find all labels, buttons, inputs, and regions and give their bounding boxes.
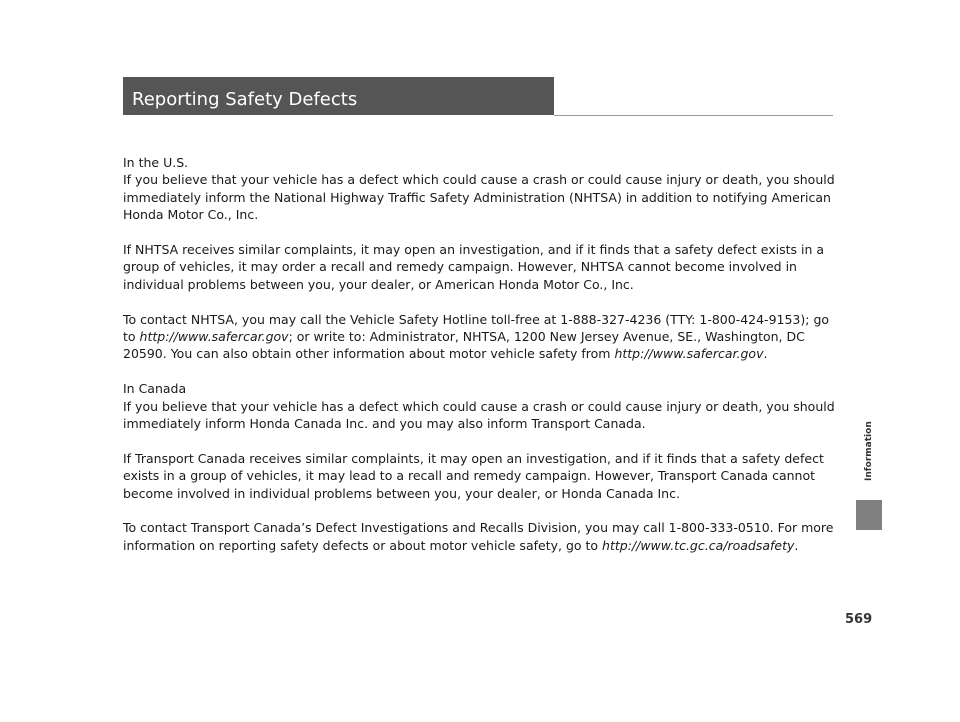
us-paragraph-2: If NHTSA receives similar complaints, it may open an investigation, and if it finds that a safety defect exists in a group of vehicles, it may order a recall and remedy campaign. However, NHTSA cannot become involved in individual problems between you, your dealer, or American Honda Motor Co., Inc. [123,242,824,292]
section-tab-marker [856,500,882,530]
us-heading: In the U.S. [123,155,189,170]
us-p3-text-b: ; or write to: Administrator, NHTSA, 1200 New Jersey Avenue, SE., Washington, DC 20590. You can also obtain other information about motor vehicle safety from [123,329,805,362]
tc-roadsafety-link[interactable]: http://www.tc.gc.ca/roadsafety [602,537,795,553]
canada-p3-text-b: . [794,537,799,553]
us-paragraph-1: If you believe that your vehicle has a defect which could cause a crash or could cause injury or death, you should immediately inform the National Highway Traffic Safety Administration (NHTSA) in addition to notifying American Honda Motor Co., Inc. [123,172,835,223]
canada-p3-text-a: To contact Transport Canada’s Defect Investigations and Recalls Division, you may call 1-800-333-0510. For more information on reporting safety defects or about motor vehicle safety, go to [123,520,834,553]
us-p3-text-a: To contact NHTSA, you may call the Vehicle Safety Hotline toll-free at 1-888-327-4236 (TTY: 1-800-424-9153); go to [123,311,830,345]
page-title: Reporting Safety Defects [132,89,358,110]
canada-paragraph-1: If you believe that your vehicle has a defect which could cause a crash or could cause injury or death, you should immediately inform Honda Canada Inc. and you may also inform Transport Canada. [123,398,835,432]
safercar-link-1[interactable]: http://www.safercar.gov [139,329,289,345]
us-paragraph-3 [123,311,835,363]
canada-paragraph-2: If Transport Canada receives similar complaints, it may open an investigation, and if it finds that a safety defect exists in a group of vehicles, it may lead to a recall and remedy campaign. However, Transport Canada cannot become involved in individual problems between you, your dealer, or Honda Canada Inc. [123,450,824,501]
section-header-bar [123,77,554,115]
page-number: 569 [845,612,873,627]
us-p3-text-c: . [763,346,768,362]
safercar-link-2[interactable]: http://www.safercar.gov [614,346,764,362]
section-tab-label: Information [864,421,874,481]
canada-paragraph-3 [123,519,835,554]
canada-heading: In Canada [123,381,187,397]
header-rule [554,115,833,116]
document-body [123,154,835,572]
